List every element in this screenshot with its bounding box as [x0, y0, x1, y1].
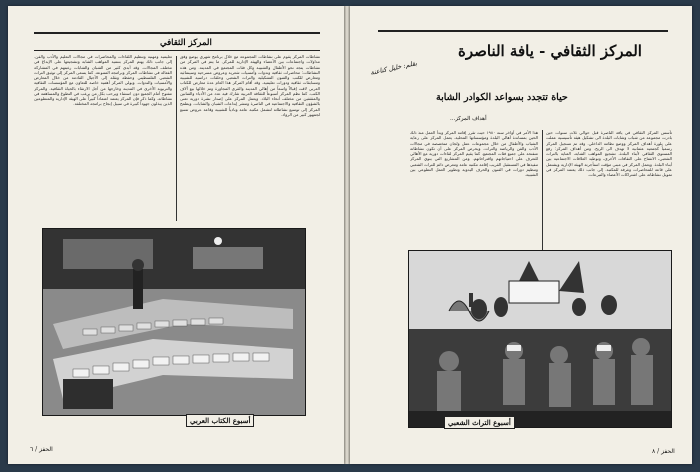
section-header: المركز الثقافي	[160, 38, 212, 48]
subtitle-note: أهداف المركز...	[450, 116, 487, 122]
page-footer: الحفز / ٨	[652, 448, 675, 455]
column-divider	[176, 56, 177, 221]
left-page	[8, 6, 344, 464]
photo-caption: أسبوع التراث الشعبي	[444, 416, 515, 429]
article-subtitle: حياة تتجدد بسواعد الكوادر الشابة	[436, 92, 568, 103]
book-fair-photo	[42, 228, 306, 416]
article-byline: بقلم: خليل كناعنة	[369, 59, 418, 77]
article-column-right: تأسس المركز الثقافي في يافة الناصرة قبل حوالي ثلاث سنوات حين بادرت مجموعة من شباب وشابات البلدة الى تشكيل هيئة تأسيسية عملت على بلورة أهداف المركز ووضع نظامه الداخلي. وقد تم تسجيل المركز رسمياً كجمعية عثمانية لا تهدف الى الربح. ومن أهداف المركز: رفع المستوى الثقافي لأبناء البلدة، تشجيع المواهب الشابة، العناية بالتراث الشعبي، الانفتاح على الثقافات الأخرى، وتوطيد العلاقات الاجتماعية بين أبناء البلدة. ويعمل المركز في مبنى مؤقت استأجرته الهيئة الإدارية ويشتمل على قاعة للمحاضرات وغرفة للمكتبة. إلى جانب ذلك يعتمد المركز في تمويل نشاطاته على اشتراكات الأعضاء والتبرعات.	[546, 130, 672, 177]
article-column-left: تعليمية ومهنية وتنظيم اللقاءات والمحاضرات في مجالات التعليم والأدب والفن. إلى جانب ذلك يهتم المركز بتنمية المواهب الشابة وتشجيعها على الإبداع في مختلف المجالات. وقد أبدى كثير من الشبان والشابات رغبتهم في المشاركة الفعالة في نشاطات المركز وبرامجه المتنوعة. كما يسعى المركز إلى توثيق التراث الشعبي الفلسطيني وحفظه ونقله إلى الأجيال القادمة من خلال المعارض والأمسيات والندوات. ويولي المركز أهمية خاصة للتعاون مع المؤسسات الثقافية والتربوية الأخرى في المدينة وخارجها من أجل الارتقاء بالحياة الثقافية. والمركز مفتوح أمام الجميع دون استثناء ويرحب بكل من يرغب في التطوع والمساهمة في نشاطاته. وكما ذكر فإن المركز يعتمد اعتماداً كبيراً على الهيئة الإدارية والمتطوعين الذين يبذلون جهوداً كبيرة في سبيل إنجاح برامجه المختلفة.	[34, 54, 172, 107]
book-fair-illustration	[43, 229, 305, 415]
right-page	[350, 6, 692, 464]
title-rule-top	[378, 30, 668, 32]
header-rule	[34, 32, 320, 34]
heritage-exhibit-photo	[408, 250, 672, 428]
article-column-left: هذا الأمر في أواخر سنة ١٩٨٠ حيث تقرر إقامة المركز وبدأ العمل منذ ذلك الحين بمساندة أهالي البلدة ومؤسساتها المحلية. يعمل المركز على رعاية الشباب والأطفال من خلال مجموعات عمل ولجان متخصصة في مجالات الأدب والفن والرياضة والتراث. ويحرص المركز على أن تكون نشاطاته منفتحة على جميع فئات المجتمع. كما يقيم المركز لقاءات دورية مع الأهالي للتعرف على احتياجاتهم واقتراحاتهم. ومن المشاريع التي ينوي المركز تنفيذها في المستقبل القريب إقامة مكتبة عامة ومعرض دائم للتراث الشعبي وتنظيم دورات في الفنون والحرف اليدوية وتطوير العمل التطوعي بين الشبيبة.	[410, 130, 538, 177]
header-underline	[34, 50, 320, 51]
column-divider	[542, 130, 543, 270]
photo-caption: أسبوع الكتاب العربي	[186, 414, 254, 427]
article-column-right: نشاطات المركز يقوم على نشاطات المجموعة مع خلال برنامج شهري يوضع وفق مداولات واجتماعات بين الأعضاء والهيئة الإدارية للمركز. ما يتم في المركز من نشاطات يتجه نحو الأطفال والشبيبة وكل فئات المجتمع في المدينة. ومن هذه النشاطات: محاضرات ثقافية وندوات وأمسيات شعرية وعروض مسرحية وسينمائية ومعارض للكتب والفنون التشكيلية والتراث الشعبي وحلقات دراسية للشبيبة ومسابقات ثقافية ودورات تعليمية. وقد أقام المركز هذا العام عدة معارض للكتاب العربي لاقت إقبالاً واسعاً من أهالي المدينة والقرى المجاورة وتم خلالها بيع آلاف الكتب. كما نظم المركز أسبوعاً للثقافة العربية شارك فيه عدد من الأدباء والفنانين والمثقفين من مختلف أنحاء البلاد. ويعمل المركز على إصدار نشرة دورية تعنى بالشؤون الثقافية والاجتماعية في الناصرة وتنشر إبداعات الشبان والشابات. ويطمح المركز إلى توسيع نشاطاته لتشمل مكتبة عامة ونادياً للشبيبة وقاعة عروض تتسع لجمهور كبير من الرواد.	[180, 54, 320, 117]
page-footer: الحفز / ٦	[30, 446, 53, 453]
article-title: المركز الثقافي - يافة الناصرة	[458, 42, 642, 60]
heritage-exhibit-illustration	[409, 251, 671, 427]
